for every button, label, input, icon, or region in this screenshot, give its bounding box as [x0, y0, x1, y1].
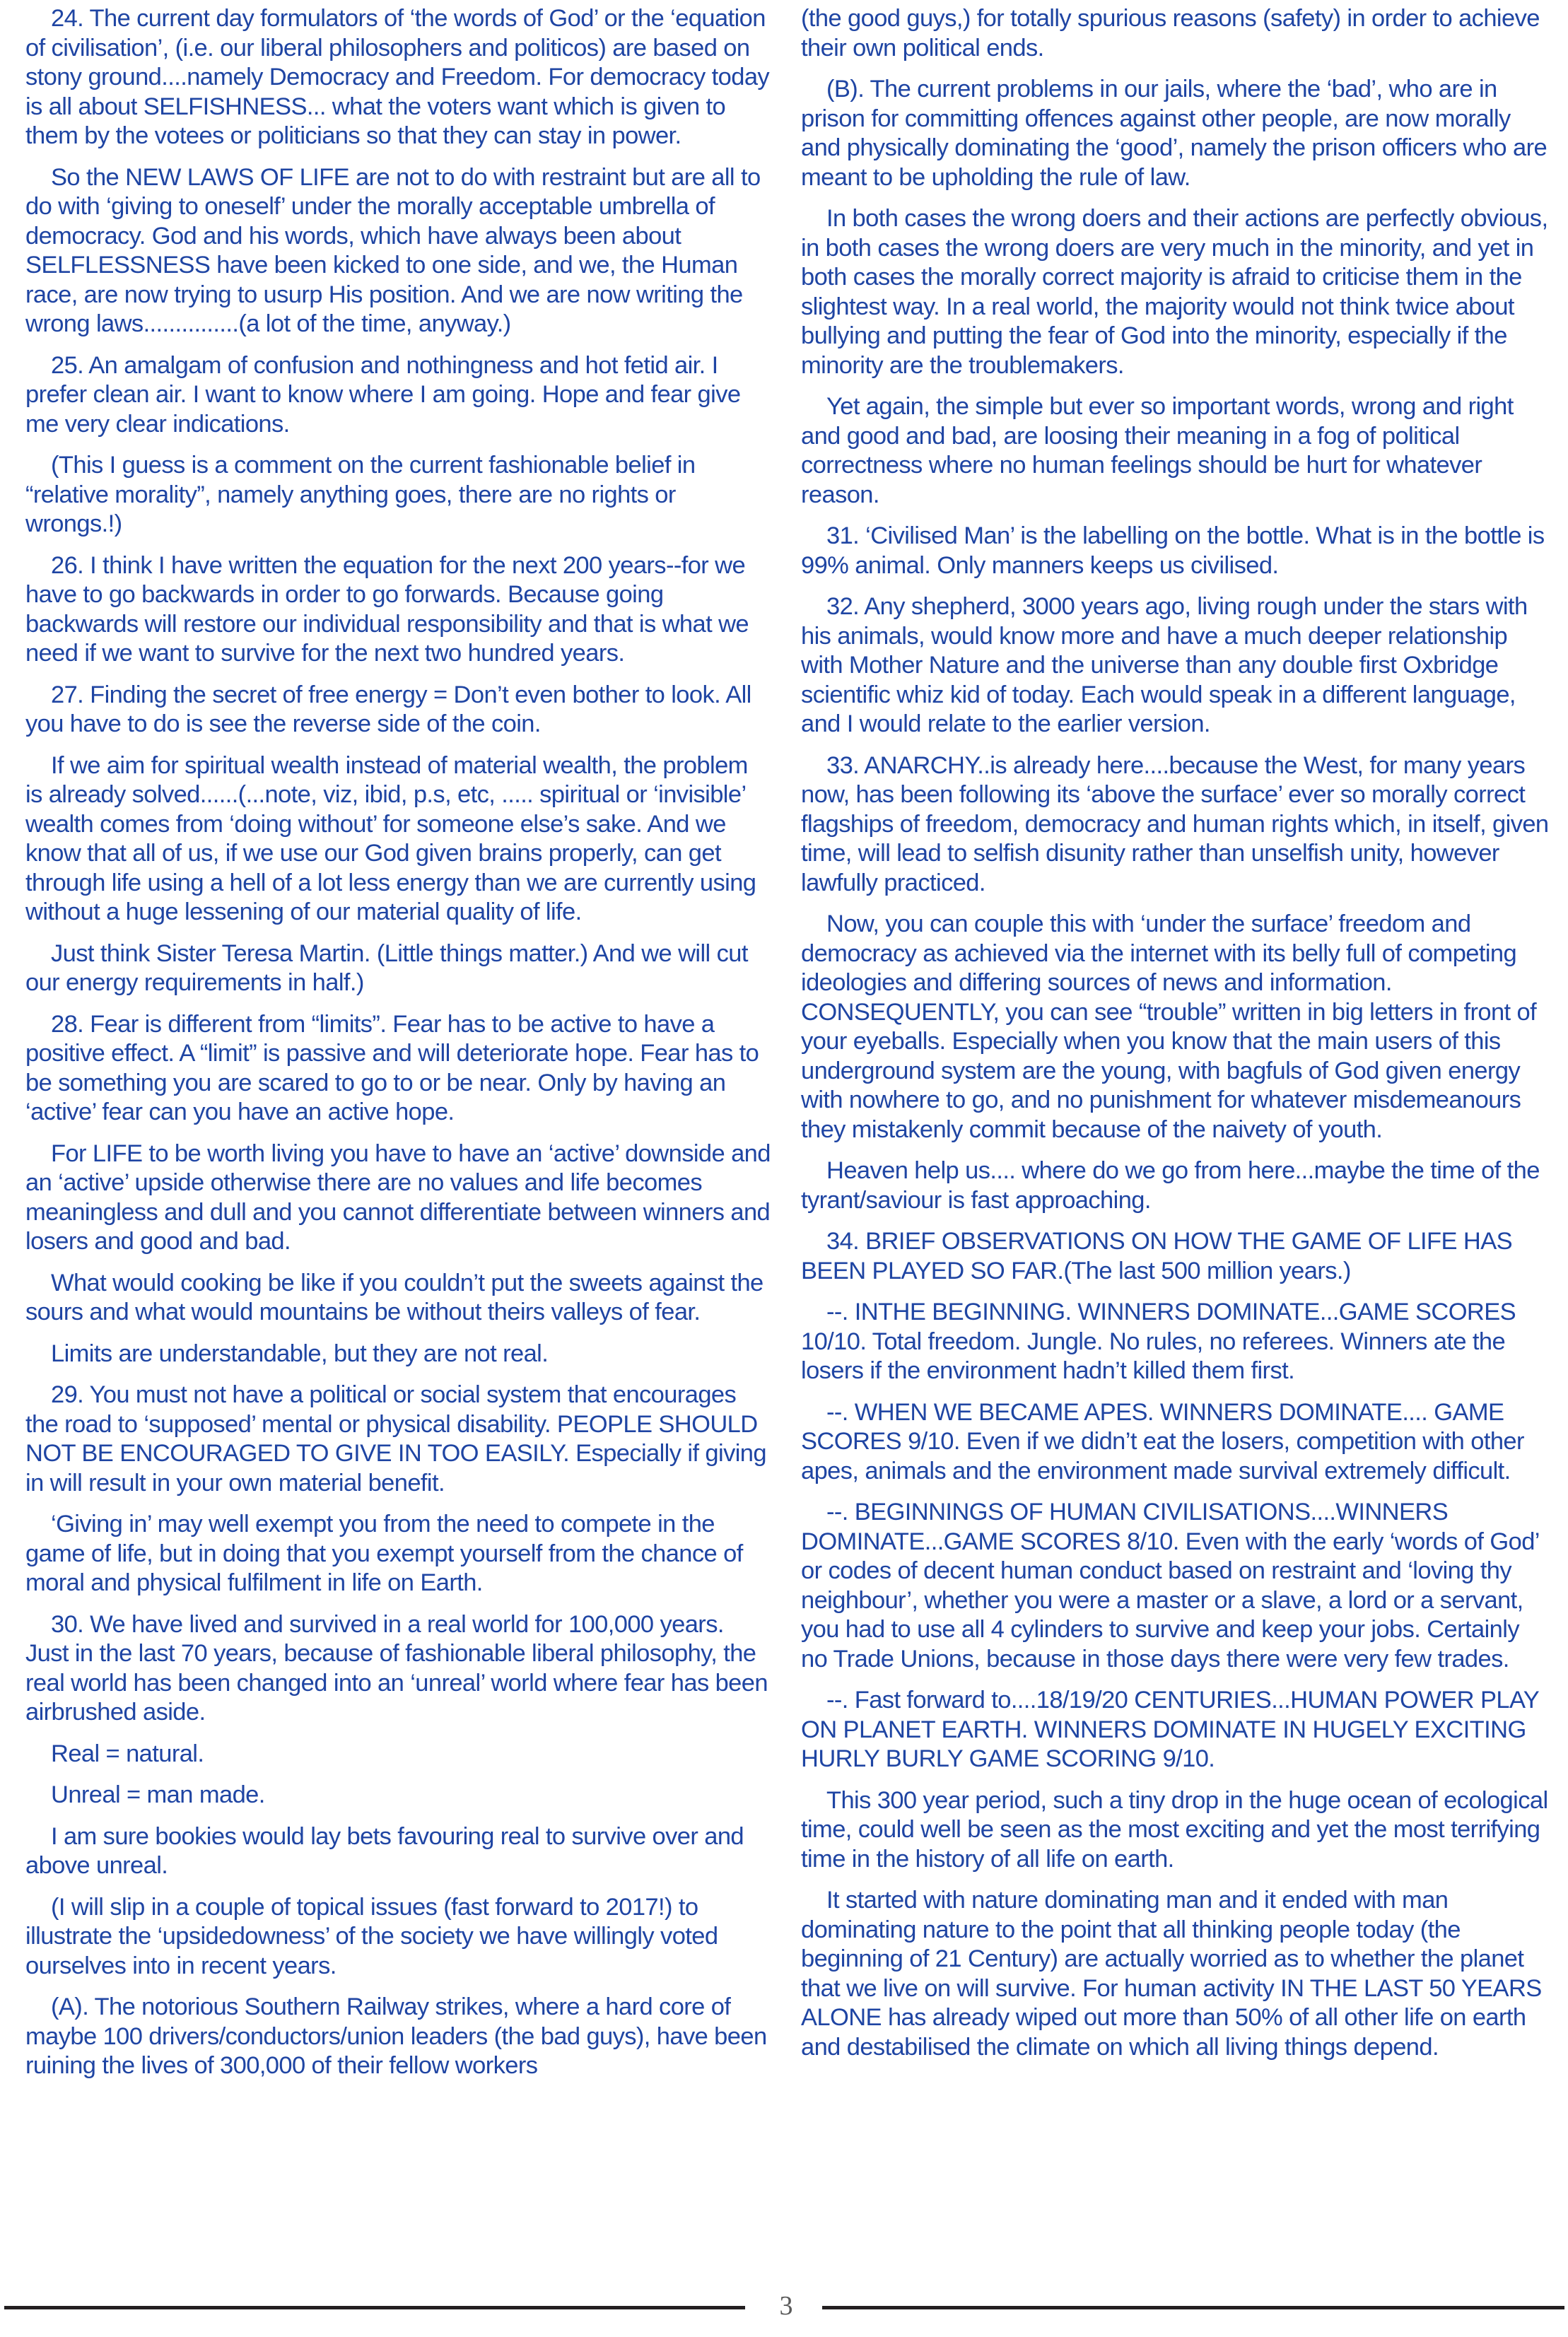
- paragraph-26: 26. I think I have written the equation for the next 200 years--for we have to go backwards in order to go forwards. Because going backwards will restore our individual responsibility and that is what we need if we want to survive for the next two hundred years.: [25, 551, 749, 667]
- paragraph: (I will slip in a couple of topical issues (fast forward to 2017!) to illustrate the ‘upsidedowness’ of the society we have willingly voted ourselves into in recent years.: [25, 1893, 718, 1979]
- paragraph-27: 27. Finding the secret of free energy = Don’t even bother to look. All you have to do is see the reverse side of the coin.: [25, 681, 751, 737]
- right-column: [801, 4, 1550, 2074]
- paragraph-continuation: (the good guys,) for totally spurious reasons (safety) in order to achieve their own political ends.: [801, 5, 1540, 62]
- footer-rule-right: [822, 2306, 1564, 2309]
- paragraph: This 300 year period, such a tiny drop in the huge ocean of ecological time, could well be seen as the most exciting and yet the most terrifying time in the history of all life on earth.: [801, 1786, 1548, 1873]
- paragraph-30: 30. We have lived and survived in a real world for 100,000 years. Just in the last 70 years, because of fashionable liberal philosophy, the real world has been changed into an ‘unreal’ world where fear has been airbrushed aside.: [25, 1610, 768, 1726]
- paragraph: (This I guess is a comment on the current fashionable belief in “relative morality”, namely anything goes, there are no rights or wrongs.!): [25, 452, 696, 537]
- page-footer: [0, 2290, 1568, 2326]
- page-number: 3: [779, 2291, 793, 2321]
- paragraph-apes: --. WHEN WE BECAME APES. WINNERS DOMINATE.... GAME SCORES 9/10. Even if we didn’t eat the losers, competition with other apes, animals and the environment made survival extremely difficult.: [801, 1398, 1524, 1484]
- paragraph-29: 29. You must not have a political or social system that encourages the road to ‘supposed’ mental or physical disability. PEOPLE SHOULD NOT BE ENCOURAGED TO GIVE IN TOO EASILY. Especially if giving in will result in your own material benefit.: [25, 1381, 766, 1496]
- paragraph: Just think Sister Teresa Martin. (Little things matter.) And we will cut our energy requirements in half.): [25, 939, 748, 996]
- paragraph-beginning: --. INTHE BEGINNING. WINNERS DOMINATE...GAME SCORES 10/10. Total freedom. Jungle. No rules, no referees. Winners ate the losers if the environment hadn’t killed them first.: [801, 1299, 1516, 1384]
- footer-rule-left: [4, 2306, 745, 2309]
- paragraph-a: (A). The notorious Southern Railway strikes, where a hard core of maybe 100 drivers/conductors/union leaders (the bad guys), have been ruining the lives of 300,000 of their fellow workers: [25, 1993, 767, 2079]
- paragraph: What would cooking be like if you couldn’t put the sweets against the sours and what would mountains be without theirs valleys of fear.: [25, 1269, 763, 1325]
- paragraph-24: 24. The current day formulators of ‘the words of God’ or the ‘equation of civilisation’, (i.e. our liberal philosophers and politicos) are based on stony ground....namely Democracy and Freedom. For democracy today is all about SELFISHNESS... what the voters want which is given to them by the votees or politicians so that they can stay in power.: [25, 5, 770, 149]
- paragraph-civilisations: --. BEGINNINGS OF HUMAN CIVILISATIONS....WINNERS DOMINATE...GAME SCORES 8/10. Even with the early ‘words of God’ or codes of decent human conduct based on restraint and ‘loving thy neighbour’, whether you were a master or a slave, a lord or a servant, you had to use all 4 cylinders to survive and keep your jobs. Certainly no Trade Unions, because in those days there were very few trades.: [801, 1499, 1539, 1673]
- paragraph: I am sure bookies would lay bets favouring real to survive over and above unreal.: [25, 1822, 744, 1879]
- paragraph: In both cases the wrong doers and their actions are perfectly obvious, in both cases the wrong doers are very much in the minority, and yet in both cases the morally correct majority is afraid to criticise them in the slightest way. In a real world, the majority would not think twice about bullying and putting the fear of God into the minority, especially if the minority are the troublemakers.: [801, 205, 1548, 379]
- paragraph-31: 31. ‘Civilised Man’ is the labelling on the bottle. What is in the bottle is 99% animal. Only manners keeps us civilised.: [801, 522, 1545, 579]
- paragraph: ‘Giving in’ may well exempt you from the need to compete in the game of life, but in doing that you exempt yourself from the chance of moral and physical fulfilment in life on Earth.: [25, 1511, 743, 1596]
- paragraph: Unreal = man made.: [51, 1781, 265, 1808]
- paragraph: Real = natural.: [51, 1740, 204, 1767]
- paragraph-centuries: --. Fast forward to....18/19/20 CENTURIES...HUMAN POWER PLAY ON PLANET EARTH. WINNERS DOMINATE IN HUGELY EXCITING HURLY BURLY GAME SCORING 9/10.: [801, 1687, 1539, 1772]
- paragraph-25: 25. An amalgam of confusion and nothingness and hot fetid air. I prefer clean air. I want to know where I am going. Hope and fear give me very clear indications.: [25, 351, 741, 438]
- paragraph-b: (B). The current problems in our jails, where the ‘bad’, who are in prison for committing offences against other people, are now morally and physically dominating the ‘good’, namely the prison officers who are meant to be upholding the rule of law.: [801, 76, 1547, 191]
- paragraph-28: 28. Fear is different from “limits”. Fear has to be active to have a positive effect. A “limit” is passive and will deteriorate hope. Fear has to be something you are scared to go to or be near. Only by having an ‘active’ fear can you have an active hope.: [25, 1010, 759, 1125]
- paragraph: Heaven help us.... where do we go from here...maybe the time of the tyrant/saviour is fast approaching.: [801, 1157, 1540, 1214]
- paragraph: If we aim for spiritual wealth instead of material wealth, the problem is already solved......(...note, viz, ibid, p.s, etc, ..... spiritual or ‘invisible’ wealth comes from ‘doing without’ for someone else’s sake. And we know that all of us, if we use our God given brains properly, can get through life using a hell of a lot less energy than we are currently using without a huge lessening of our material quality of life.: [25, 751, 756, 925]
- paragraph-34: 34. BRIEF OBSERVATIONS ON HOW THE GAME OF LIFE HAS BEEN PLAYED SO FAR.(The last 500 million years.): [801, 1228, 1513, 1284]
- paragraph: So the NEW LAWS OF LIFE are not to do with restraint but are all to do with ‘giving to oneself’ under the morally acceptable umbrella of democracy. God and his words, which have always been about SELFLESSNESS have been kicked to one side, and we, the Human race, are now trying to usurp His position. And we are now writing the wrong laws...............(a lot of the time, anyway.): [25, 163, 761, 337]
- paragraph: For LIFE to be worth living you have to have an ‘active’ downside and an ‘active’ upside otherwise there are no values and life becomes meaningless and dull and you cannot differentiate between winners and losers and good and bad.: [25, 1140, 771, 1255]
- paragraph-32: 32. Any shepherd, 3000 years ago, living rough under the stars with his animals, would know more and have a much deeper relationship with Mother Nature and the universe than any double first Oxbridge scientific whiz kid of today. Each would speak in a different language, and I would relate to the earlier version.: [801, 593, 1528, 737]
- paragraph: It started with nature dominating man and it ended with man dominating nature to the point that all thinking people today (the beginning of 21 Century) are actually worried as to whether the planet that we live on will survive. For human activity IN THE LAST 50 YEARS ALONE has already wiped out more than 50% of all other life on earth and destabilised the climate on which all living things depend.: [801, 1887, 1542, 2061]
- paragraph-33: 33. ANARCHY..is already here....because the West, for many years now, has been following its ‘above the surface’ ever so morally correct flagships of freedom, democracy and human rights which, in itself, given time, will lead to selfish disunity rather than unselfish unity, however lawfully practiced.: [801, 751, 1549, 896]
- paragraph: Yet again, the simple but ever so important words, wrong and right and good and bad, are loosing their meaning in a fog of political correctness where no human feelings should be hurt for whatever reason.: [801, 393, 1514, 508]
- paragraph: Limits are understandable, but they are not real.: [51, 1340, 549, 1367]
- paragraph: Now, you can couple this with ‘under the surface’ freedom and democracy as achieved via the internet with its belly full of competing ideologies and differing sources of news and information. CONSEQUENTLY, you can see “trouble” written in big letters in front of your eyeballs. Especially when you know that the main users of this underground system are the young, with bagfuls of God given energy with nowhere to go, and no punishment for whatever misdemeanours they mistakenly commit because of the naivety of youth.: [801, 910, 1537, 1143]
- left-column: [25, 4, 771, 2093]
